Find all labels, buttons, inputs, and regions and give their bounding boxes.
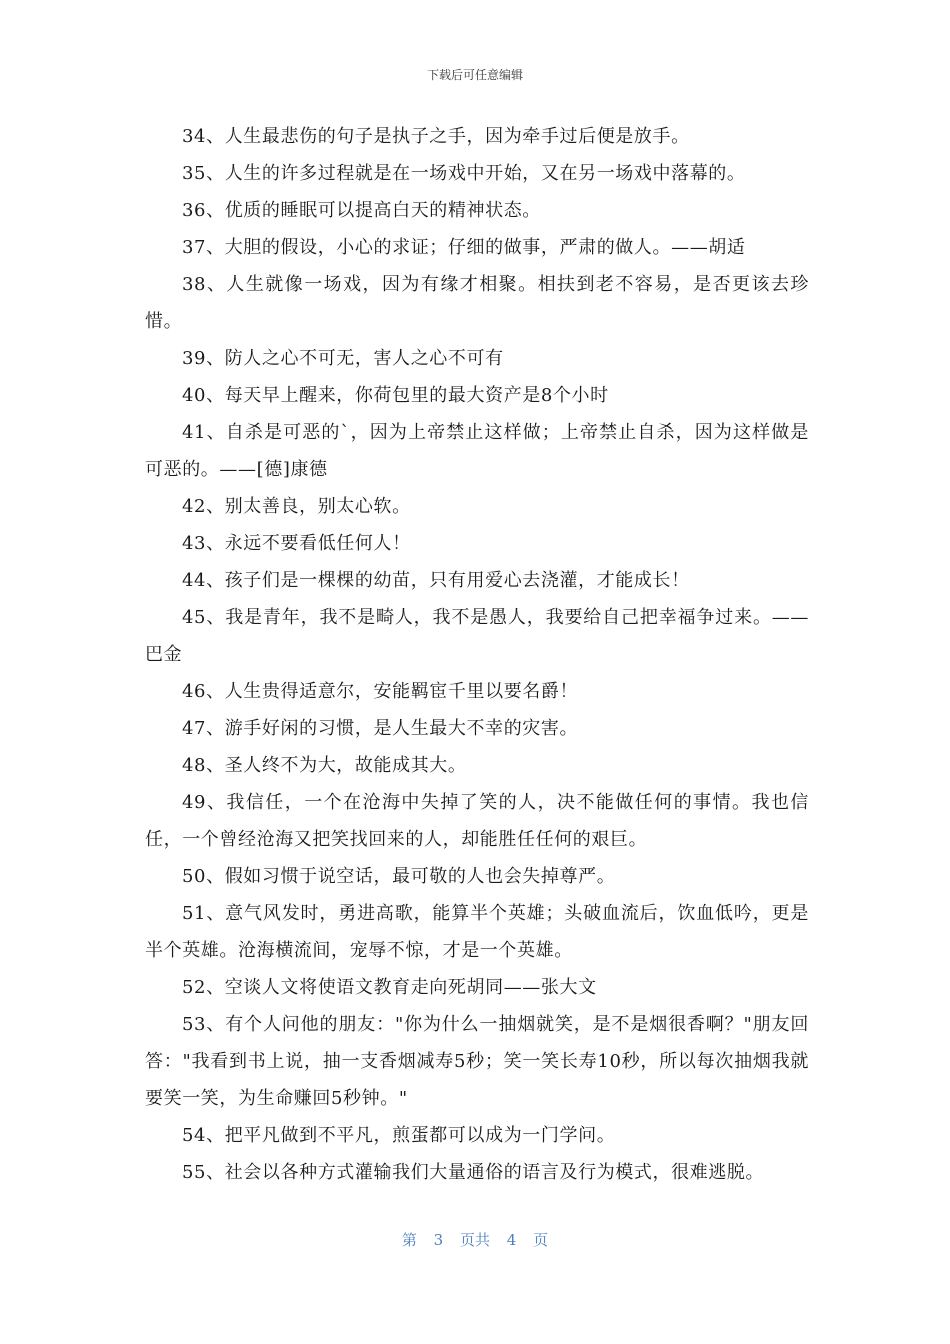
- quote-paragraph: 53、有个人问他的朋友："你为什么一抽烟就笑，是不是烟很香啊？"朋友回答："我看到书上说，抽一支香烟减寿5秒；笑一笑长寿10秒，所以每次抽烟我就要笑一笑，为生命赚回5秒钟。": [145, 1014, 809, 1109]
- quote-paragraph: 52、空谈人文将使语文教育走向死胡同——张大文: [182, 977, 597, 998]
- quote-paragraph: 55、社会以各种方式灌输我们大量通俗的语言及行为模式，很难逃脱。: [182, 1162, 765, 1183]
- quote-paragraph: 46、人生贵得适意尔，安能羁宦千里以要名爵！: [182, 681, 579, 702]
- quote-paragraph: 34、人生最悲伤的句子是执子之手，因为牵手过后便是放手。: [182, 126, 690, 147]
- page-total: 4: [506, 1231, 517, 1249]
- quote-paragraph: 47、游手好闲的习惯，是人生最大不幸的灾害。: [182, 718, 579, 739]
- footer-middle: 页共: [459, 1231, 490, 1249]
- quote-paragraph: 49、我信任，一个在沧海中失掉了笑的人，决不能做任何的事情。我也信任，一个曾经沧海又把笑找回来的人，却能胜任任何的艰巨。: [145, 792, 809, 850]
- quote-paragraph: 37、大胆的假设，小心的求证；仔细的做事，严肃的做人。——胡适: [182, 237, 746, 258]
- quote-paragraph: 42、别太善良，别太心软。: [182, 496, 411, 517]
- footer-suffix: 页: [533, 1231, 549, 1249]
- quote-paragraph: 43、永远不要看低任何人！: [182, 533, 411, 554]
- quote-paragraph: 51、意气风发时，勇进高歌，能算半个英雄；头破血流后，饮血低吟，更是半个英雄。沧海横流间，宠辱不惊，才是一个英雄。: [145, 903, 809, 961]
- quote-paragraph: 41、自杀是可恶的`，因为上帝禁止这样做；上帝禁止自杀，因为这样做是可恶的。——[德]康德: [145, 422, 809, 480]
- quote-paragraph: 54、把平凡做到不平凡，煎蛋都可以成为一门学问。: [182, 1125, 616, 1146]
- page-number: 3: [433, 1231, 444, 1249]
- quote-paragraph: 40、每天早上醒来，你荷包里的最大资产是8个小时: [182, 385, 609, 406]
- quote-paragraph: 36、优质的睡眠可以提高白天的精神状态。: [182, 200, 541, 221]
- page-footer: [0, 1229, 950, 1250]
- quote-paragraph: 39、防人之心不可无，害人之心不可有: [182, 348, 504, 369]
- page-header: 下载后可任意编辑: [426, 68, 523, 82]
- document-body: [145, 118, 809, 1191]
- quote-paragraph: 50、假如习惯于说空话，最可敬的人也会失掉尊严。: [182, 866, 616, 887]
- footer-prefix: 第: [401, 1231, 417, 1249]
- quote-paragraph: 48、圣人终不为大，故能成其大。: [182, 755, 467, 776]
- quote-paragraph: 45、我是青年，我不是畸人，我不是愚人，我要给自己把幸福争过来。——巴金: [145, 607, 809, 665]
- quote-paragraph: 35、人生的许多过程就是在一场戏中开始，又在另一场戏中落幕的。: [182, 163, 746, 184]
- quote-paragraph: 44、孩子们是一棵棵的幼苗，只有用爱心去浇灌，才能成长！: [182, 570, 690, 591]
- quote-paragraph: 38、人生就像一场戏，因为有缘才相聚。相扶到老不容易，是否更该去珍惜。: [145, 274, 809, 332]
